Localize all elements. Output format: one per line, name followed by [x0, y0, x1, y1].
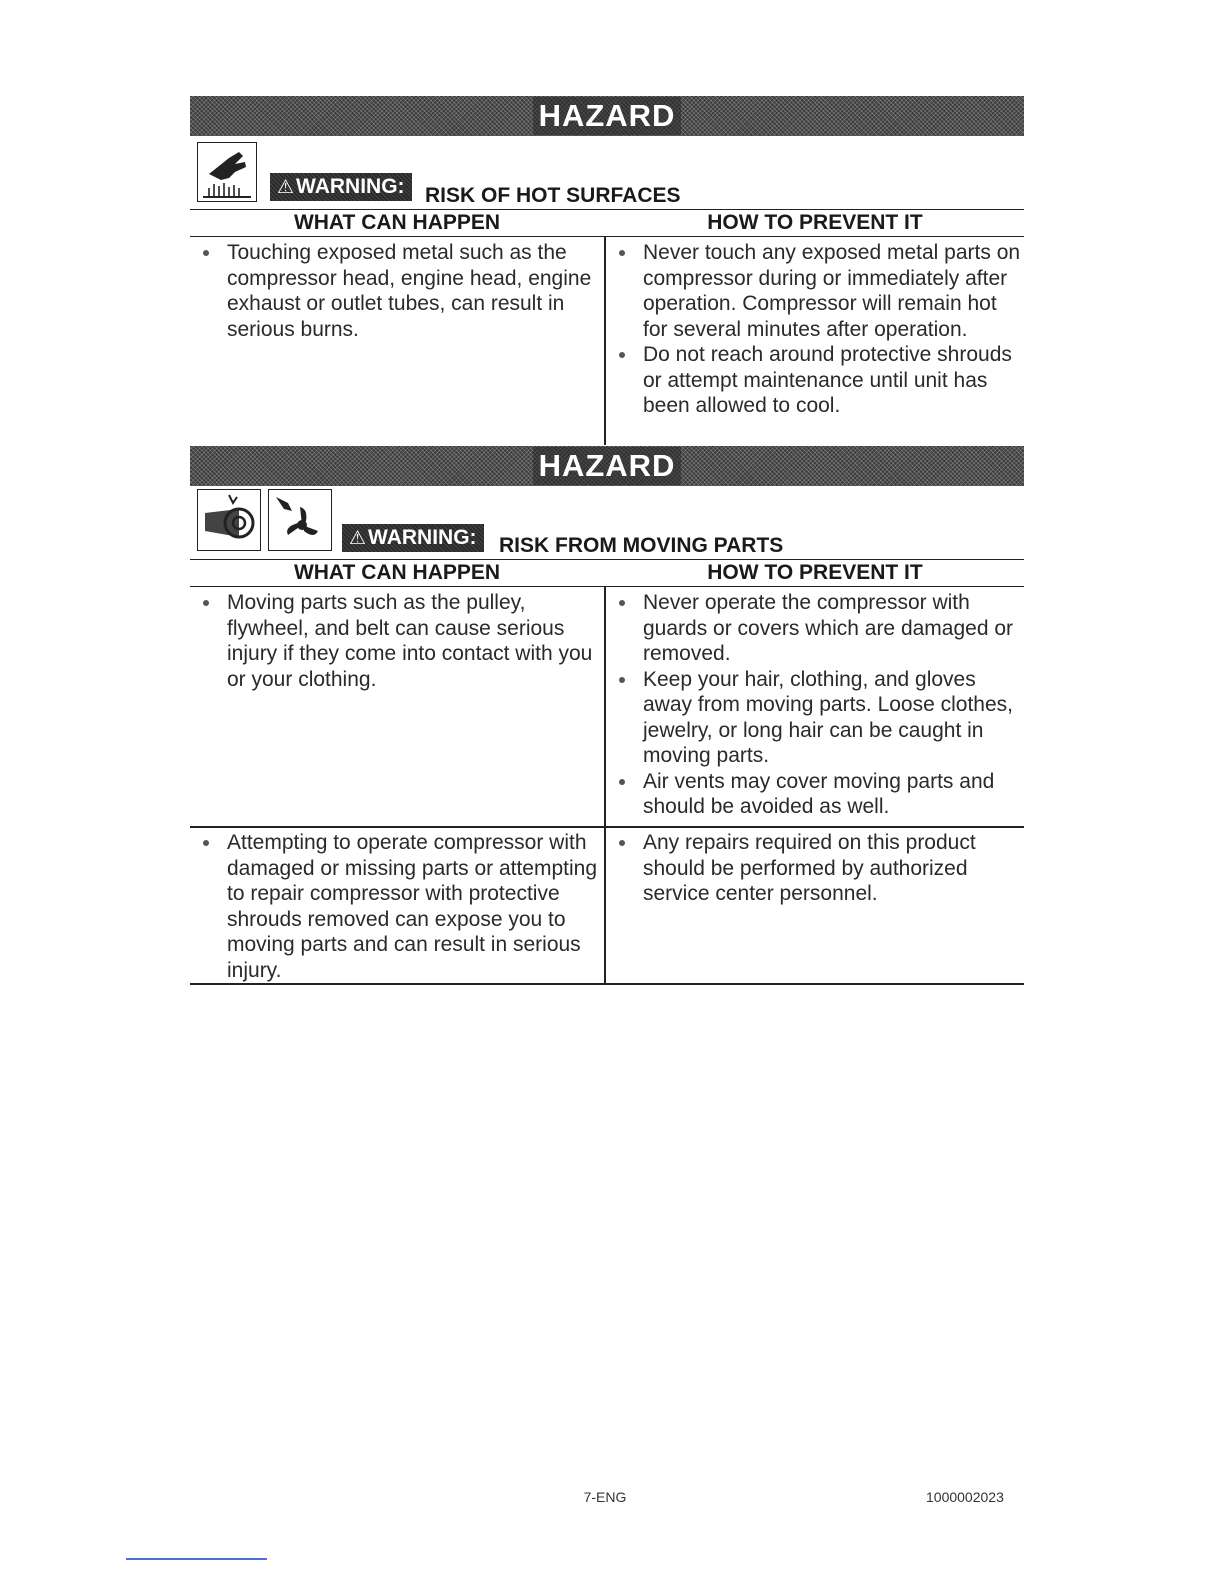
warning-header: [190, 486, 1024, 560]
list-item: Do not reach around protective shrouds or attempt maintenance until unit has been allowed to cool.: [606, 342, 1024, 419]
fan-blade-hand-icon: [268, 489, 332, 551]
warning-triangle-icon: ⚠: [349, 528, 367, 549]
table-bottom-rule: [190, 983, 1024, 985]
column-header-what-can-happen: WHAT CAN HAPPEN: [293, 211, 501, 234]
hazard-title: HAZARD: [533, 447, 682, 485]
page-number: 7-ENG: [583, 1489, 627, 1505]
how-to-prevent-cell: [606, 830, 1024, 907]
list-item: Never touch any exposed metal parts on compressor during or immediately after operation. Compressor will remain hot for several minutes after operation.: [606, 240, 1024, 342]
table-header-row: [190, 210, 1024, 237]
hazard-banner: [190, 446, 1024, 486]
table-header-row: [190, 560, 1024, 587]
hot-surface-hand-icon: [197, 142, 257, 202]
list-item: Air vents may cover moving parts and should be avoided as well.: [606, 769, 1024, 820]
column-header-how-to-prevent: HOW TO PREVENT IT: [707, 211, 923, 234]
link-underline: [126, 1558, 267, 1560]
list-item: Any repairs required on this product should be performed by authorized service center personnel.: [606, 830, 1024, 907]
list-item: Keep your hair, clothing, and gloves away from moving parts. Loose clothes, jewelry, or long hair can be caught in moving parts.: [606, 667, 1024, 769]
hazard-table: [190, 559, 1024, 985]
column-header-how-to-prevent: HOW TO PREVENT IT: [707, 561, 923, 584]
warning-header: [190, 136, 1024, 210]
list-item: Moving parts such as the pulley, flywheel, and belt can cause serious injury if they come into contact with you or your clothing.: [190, 590, 600, 692]
hazard-title: HAZARD: [533, 97, 682, 135]
risk-title: RISK OF HOT SURFACES: [425, 184, 681, 207]
warning-badge: ⚠WARNING:: [342, 524, 484, 552]
warning-triangle-icon: ⚠: [277, 177, 295, 198]
warning-badge: ⚠WARNING:: [270, 173, 412, 201]
how-to-prevent-cell: [606, 590, 1024, 820]
list-item: Attempting to operate compressor with damaged or missing parts or attempting to repair compressor with protective shrouds removed can expose you to moving parts and can result in serious injury.: [190, 830, 600, 983]
what-can-happen-cell: [190, 830, 600, 983]
belt-entanglement-icon: [197, 489, 261, 551]
row-divider: [190, 826, 1024, 828]
list-item: Never operate the compressor with guards or covers which are damaged or removed.: [606, 590, 1024, 667]
risk-title: RISK FROM MOVING PARTS: [499, 534, 784, 557]
how-to-prevent-cell: [606, 240, 1024, 419]
hazard-table: [190, 209, 1024, 446]
list-item: Touching exposed metal such as the compressor head, engine head, engine exhaust or outlet tubes, can result in serious burns.: [190, 240, 600, 342]
hazard-banner: [190, 96, 1024, 136]
what-can-happen-cell: [190, 240, 600, 342]
document-code: 1000002023: [926, 1489, 1004, 1505]
what-can-happen-cell: [190, 590, 600, 692]
column-header-what-can-happen: WHAT CAN HAPPEN: [293, 561, 501, 584]
